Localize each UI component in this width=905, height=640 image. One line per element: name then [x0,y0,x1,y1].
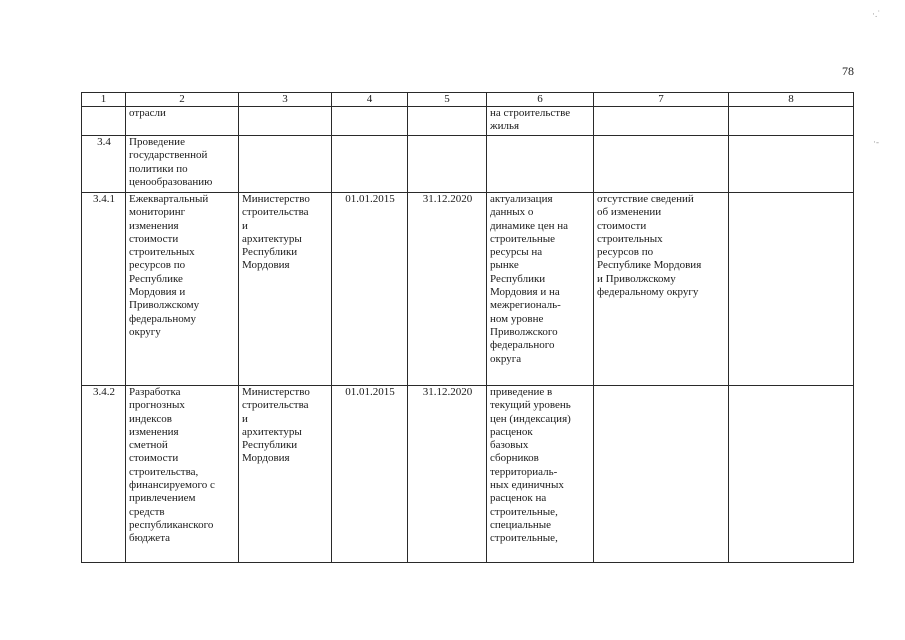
item-number-cell [82,136,126,193]
column-number: 1 [82,93,126,107]
item-number: 3.4.1 [93,193,115,205]
note-cell [729,136,854,193]
expected-result: приведение в текущий уровень цен (индексация) расценок базовых сборников территориаль- ных единичных расценок на строительные, специальные строительные, [490,386,571,545]
start-date: 01.01.2015 [345,386,395,398]
start-date-cell [332,107,408,136]
executor-name: Министерство строительства и архитектуры Республики Мордовия [242,193,310,272]
item-number-cell [82,107,126,136]
consequence-cell [594,136,729,193]
end-date: 31.12.2020 [422,386,473,398]
activity-name: Проведение государственной политики по ценообразованию [129,136,213,188]
executor-cell [239,386,332,563]
column-number: 6 [487,93,594,107]
column-number: 3 [239,93,332,107]
end-date-cell [408,136,487,193]
item-number-cell [82,193,126,386]
note-cell [729,386,854,563]
column-number: 5 [408,93,487,107]
note-cell [729,107,854,136]
consequence-cell [594,107,729,136]
start-date-cell [332,136,408,193]
column-number: 8 [729,93,854,107]
activity-name: Ежеквартальный мониторинг изменения стоимости строительных ресурсов по Республике Мордовия и Приволжскому федеральному округу [129,193,209,338]
column-number: 4 [332,93,408,107]
expected-result: актуализация данных о динамике цен на строительные ресурсы на рынке Республики Мордовия и на межрегиональ- ном уровне Приволжского федерального округа [490,193,568,365]
consequence-text: отсутствие сведений об изменении стоимости строительных ресурсов по Республике Мордовия и Приволжскому федеральному округу [597,193,702,299]
expected-result-cell [487,107,594,136]
column-number-row [82,93,854,107]
start-date-cell [332,193,408,386]
expected-result-cell [487,386,594,563]
table-row [82,107,854,136]
expected-result-cell [487,193,594,386]
start-date: 01.01.2015 [345,193,395,205]
activity-cell [126,136,239,193]
table-row [82,386,854,563]
column-number: 2 [126,93,239,107]
expected-result-cell [487,136,594,193]
executor-cell [239,136,332,193]
end-date-cell [408,386,487,563]
scan-artifact: ·- [873,137,879,147]
start-date-cell [332,386,408,563]
executor-cell [239,193,332,386]
note-cell [729,193,854,386]
end-date: 31.12.2020 [422,193,473,205]
executor-name: Министерство строительства и архитектуры Республики Мордовия [242,386,310,465]
page-number: 78 [842,64,854,78]
activity-name: отрасли [129,107,166,119]
item-number: 3.4 [97,136,111,148]
item-number: 3.4.2 [93,386,115,398]
expected-result: на строительстве жилья [490,107,571,133]
plan-table [81,92,854,563]
end-date-cell [408,193,487,386]
scan-artifact: ·.˙ [872,9,881,19]
executor-cell [239,107,332,136]
item-number-cell [82,386,126,563]
activity-cell [126,107,239,136]
column-number: 7 [594,93,729,107]
consequence-cell [594,386,729,563]
activity-name: Разработка прогнозных индексов изменения сметной стоимости строительства, финансируемого с привлечением средств республиканского бюджета [129,386,215,545]
activity-cell [126,193,239,386]
table-row [82,193,854,386]
consequence-cell [594,193,729,386]
end-date-cell [408,107,487,136]
activity-cell [126,386,239,563]
table-row [82,136,854,193]
